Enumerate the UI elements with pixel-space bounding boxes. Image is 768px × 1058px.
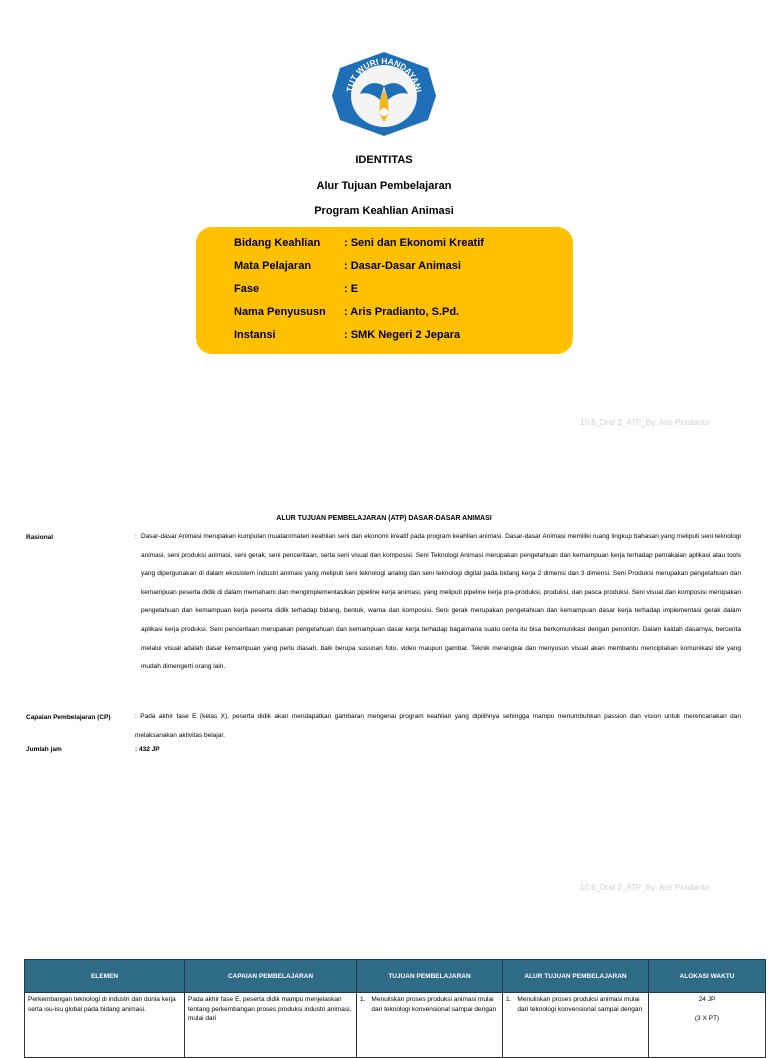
header-cp: CAPAIAN PEMBELAJARAN [185,960,357,993]
page-watermark: 10.6_Draf 2_ATP_By: Aris Pradianto [580,418,710,427]
identity-value: : Aris Pradianto, S.Pd. [344,306,460,318]
tp-item [360,995,499,1014]
cell-atp [503,993,649,1058]
table-row [25,993,766,1058]
heading-identitas: IDENTITAS [355,154,413,166]
rasional-text: Dasar-dasar Animasi merupakan kumpulan muatan/materi keahlian seni dan ekonomi kreatif pada program keahlian animasi. Dasar-dasar Animasi memiliki ruang lingkup bahasan yang meliputi seni teknologi animasi, seni produksi animasi, seni gerak, seni penceritaan, serta seni visual dan komposisi. Seni Teknologi Animasi merupakan pengetahuan dan kemampuan kerja terhadap pemakaian aplikasi atau tools yang dipergunakan di dalam ekosistem industri animasi yang meliputi seni teknologi analog dan seni teknologi digital pada bidang kerja 2 dimensi dan 3 dimensi. Seni Produksi merupakan pengetahuan dan kemampuan peserta didik di dalam memahami dan mengimplementasikan pipeline kerja animasi, yang meliputi pipeline kerja pra-produksi, produksi, dan pasca produksi. Seni visual dan komposisi merupakan pengetahuan dan kemampuan kerja peserta didik terhadap bidang, bentuk, warna dan komposisi. Seni gerak merupakan pengetahuan dan kemampuan dasar kerja terhadap implementasi gerak dalam aplikasi kerja produksi. Seni penceritaan merupakan pengetahuan dan kemampuan dasar kerja terhadap bagaimana suatu cerita itu bisa berkomunikasi dengan penonton. Dalam kaidah dasarnya, bercerita melalui visual adalah dasar kemampuan yang perlu diasah, baik berupa susunan foto, video maupun gambar. Teknik merangkai dan menyusun visual akan membantu menciptakan komunikasi ide yang mudah dimengerti orang lain. [141,533,741,671]
header-elemen: ELEMEN [25,960,185,993]
cell-elemen: Perkembangan teknologi di industri dan dunia kerja serta isu-isu global pada bidang animasi. [25,993,185,1058]
tp-text: Menuliskan proses produksi animasi mulai dari teknologi konvensional sampai dengan [371,996,497,1013]
jam-label: Jumlah jam [26,746,62,753]
identity-box [196,227,573,354]
atp-title: ALUR TUJUAN PEMBELAJARAN (ATP) DASAR-DASAR ANIMASI [276,515,492,522]
logo-flame-core [380,108,388,116]
header-alokasi: ALOKASI WAKTU [649,960,766,993]
identity-key: Bidang Keahlian [234,237,321,249]
cell-tp [357,993,503,1058]
atp-text: Menuliskan proses produksi animasi mulai dari teknologi konvensional sampai dengan [517,996,643,1013]
identity-value: : Seni dan Ekonomi Kreatif [344,237,484,249]
logo-text: TUT WURI HANDAYANI [344,55,424,93]
heading-atp: Alur Tujuan Pembelajaran [316,180,452,192]
identity-key: Nama Penyususn [234,306,326,318]
identity-value: : SMK Negeri 2 Jepara [344,329,461,341]
identity-key: Fase [234,283,260,295]
cp-text: : Pada akhir fase E (kelas X), peserta didik akan mendapatkan gambaran mengenai program keahlian yang dipilihnya sehingga mampu menumbuhkan passion dan vision untuk merencanakan dan melaksanakan aktivitas belajar. [135,713,741,739]
atp-number: 1. [506,996,512,1003]
identity-key: Mata Pelajaran [234,260,312,272]
cell-alokasi [649,993,766,1058]
cell-cp: Pada akhir fase E, peserta didik mampu menjelaskan tentang perkembangan proses produksi industri animasi, mulai dari [185,993,357,1058]
heading-program: Program Keahlian Animasi [314,205,454,217]
table-header-row [25,960,766,993]
alokasi-pt: (3 X PT) [694,1014,720,1022]
rasional-colon: : [135,534,137,541]
tp-number: 1. [360,996,366,1003]
atp-item [506,995,645,1014]
alokasi-jp: 24 JP [698,996,716,1003]
cp-label: Capaian Pembelajaran (CP) [26,714,111,721]
jam-value: : 432 JP [135,746,160,753]
header-atp: ALUR TUJUAN PEMBELAJARAN [503,960,649,993]
identity-value: : Dasar-Dasar Animasi [344,260,461,272]
identity-value: : E [344,283,359,295]
identity-key: Instansi [234,329,276,341]
tut-wuri-handayani-logo [330,50,438,138]
atp-table [24,959,766,1058]
page-watermark: 10.6_Draf 2_ATP_By: Aris Pradianto [580,883,710,892]
header-tp: TUJUAN PEMBELAJARAN [357,960,503,993]
rasional-label: Rasional [26,534,54,541]
